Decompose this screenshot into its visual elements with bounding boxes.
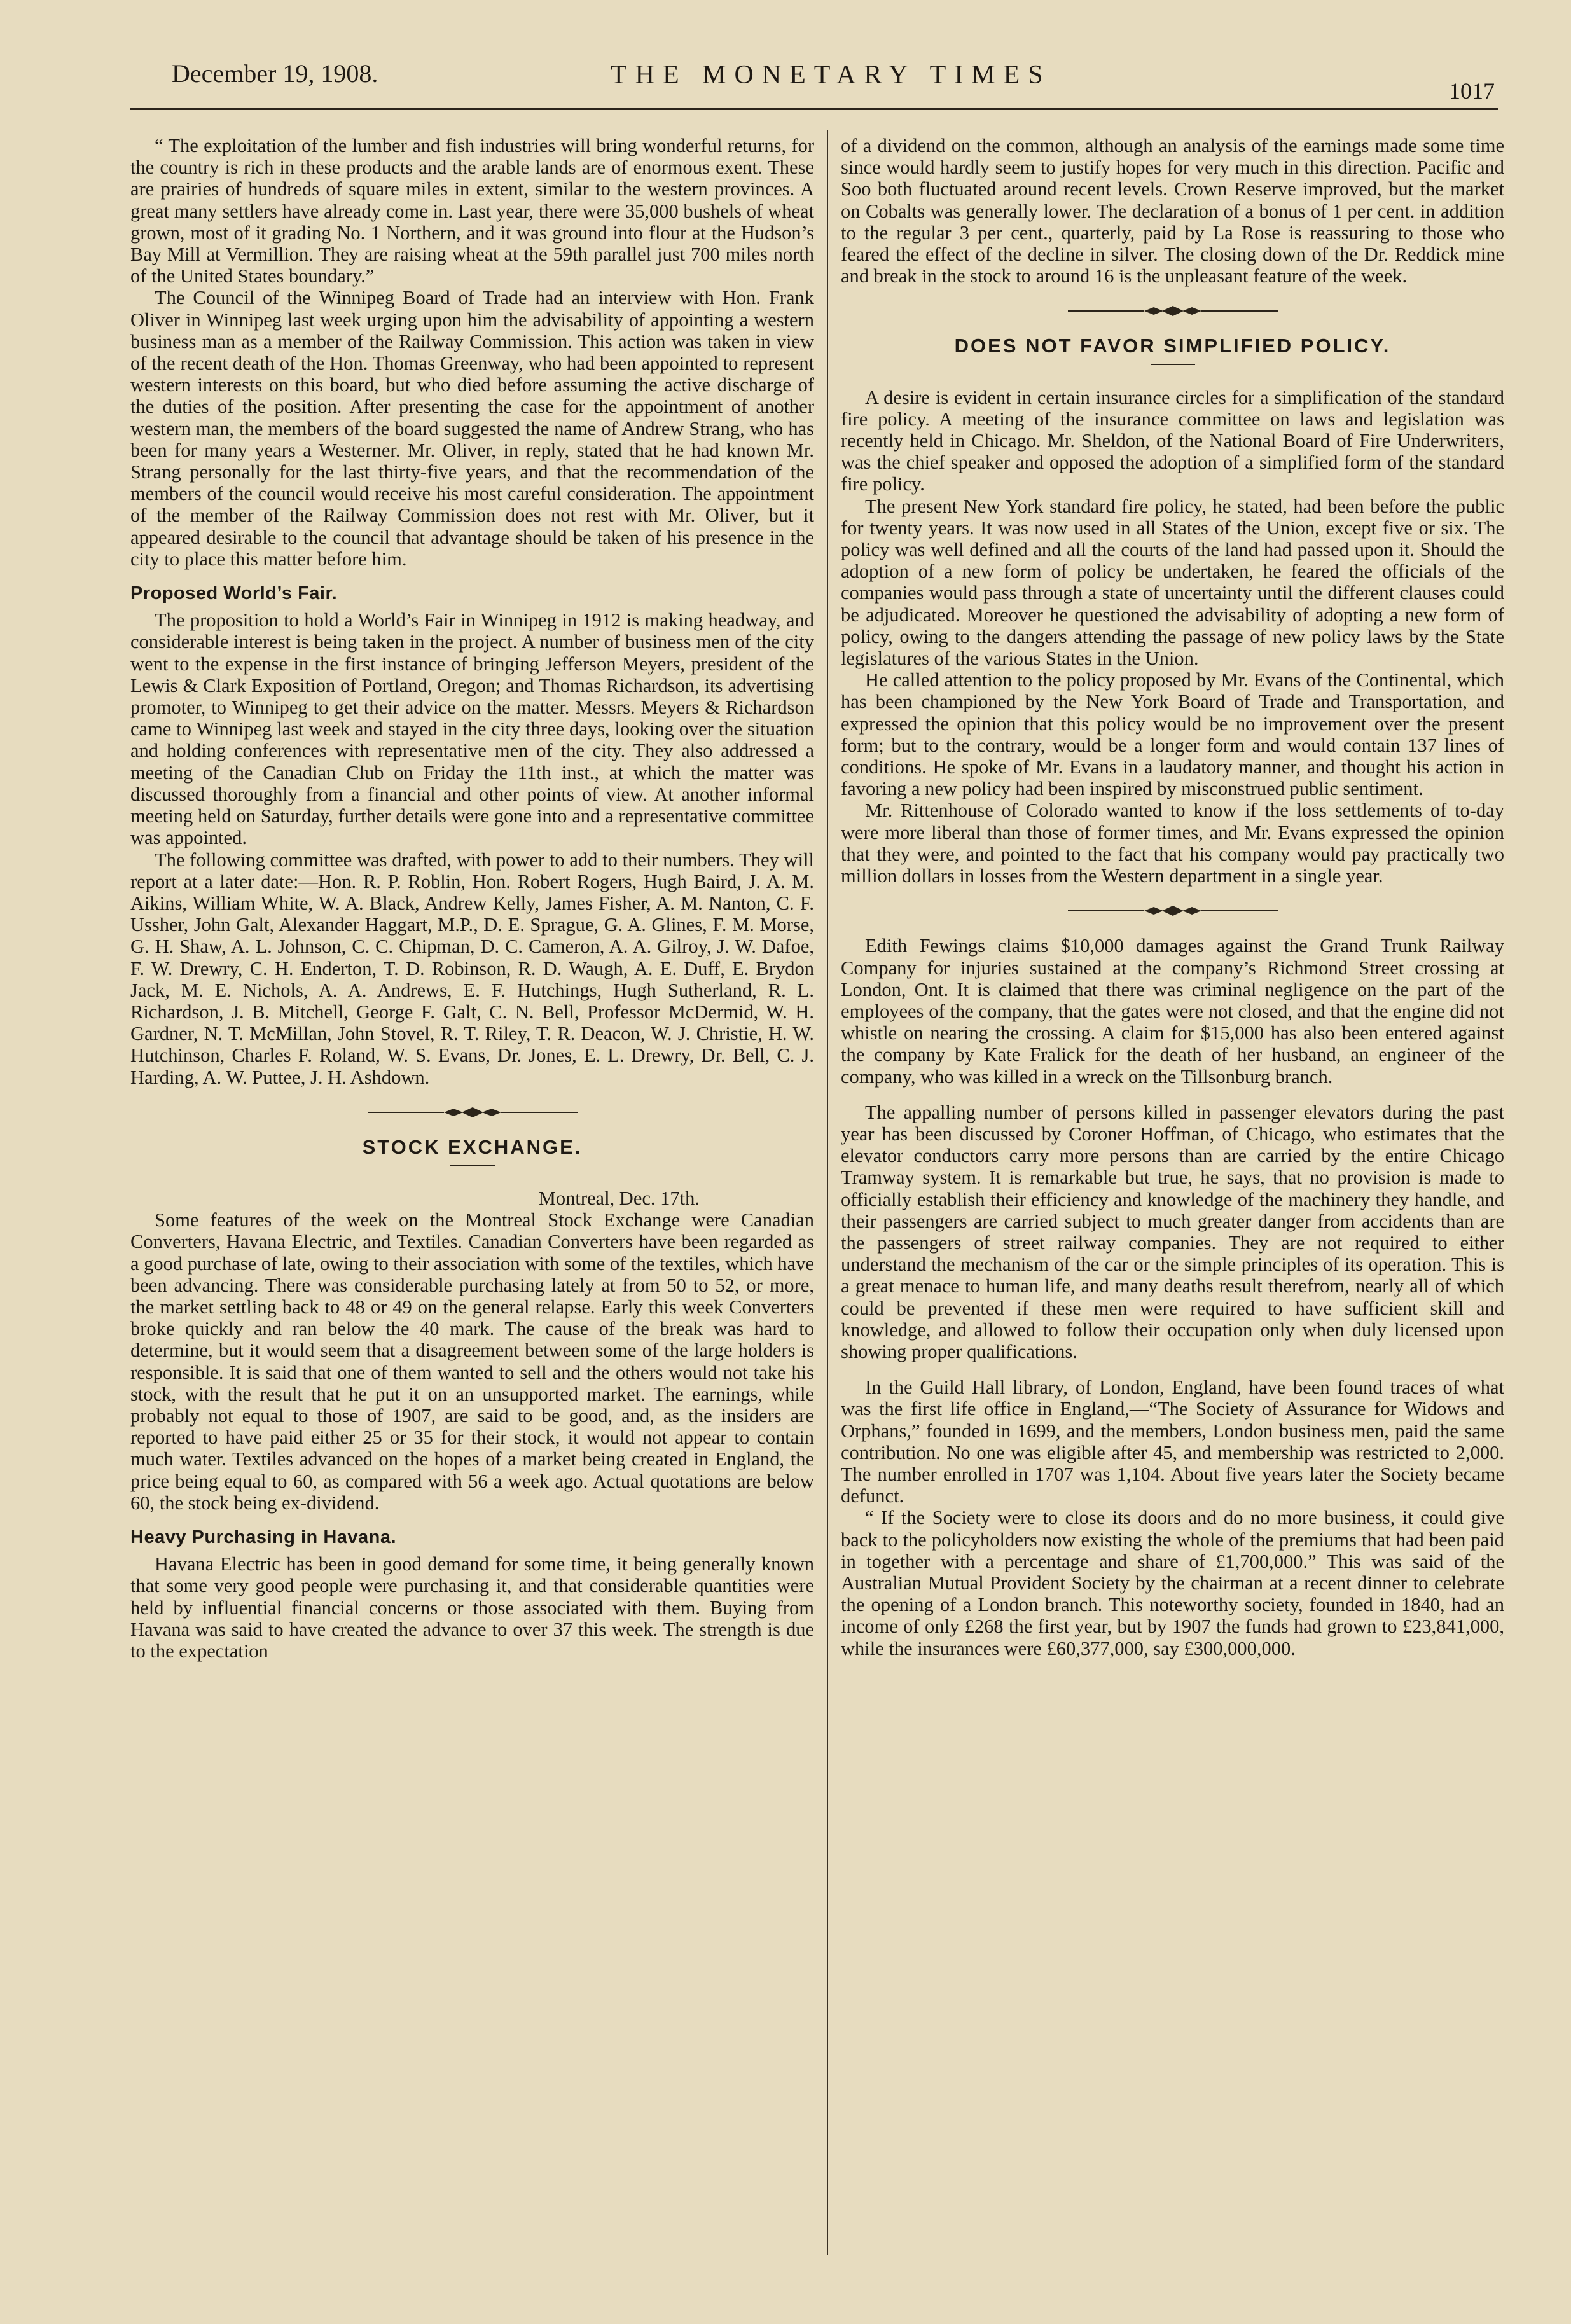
elevator-paragraph: The appalling number of persons killed in passenger elevators during the past year has been discussed by Coroner Hoffman, of Chicago, who estimates that the elevator conductors carry more persons than are carried by the entire Chicago Tramway system. It is remarkable but true, he says, that no provision is made to officially establish their efficiency and knowledge of the machinery they handle, and their passengers are carried subject to much greater danger from accidents than are the passengers of street railway companies. They are not required to either understand the mechanism of the car or the simple principles of its operation. This is a great menace to human life, and many deaths result therefrom, nearly all of which could be prevented if these men were required to have sufficient skill and knowledge, and allowed to follow their occupation only when duly licensed upon showing proper qualifications. <box>841 1101 1504 1362</box>
amp-society-paragraph: “ If the Society were to close its doors and do no more business, it could give back to the policyholders now existing the whole of the premiums that had been paid in together with a percentage and share of £1,700,000.” This was said of the Australian Mutual Provident Society by the chairman at a recent dinner to celebrate the opening of a London branch. This noteworthy society, founded in 1840, had an income of only £268 the first year, but by 1907 the funds had grown to £23,841,000, while the insurances were £60,377,000, say £300,000,000. <box>841 1507 1504 1659</box>
havana-subhead: Heavy Purchasing in Havana. <box>130 1526 397 1547</box>
railway-commission-paragraph: The Council of the Winnipeg Board of Trade had an interview with Hon. Frank Oliver in Winnipeg last week urging upon him the advisability of appointing a western business man as a member of the Railway Commission. This action was taken in view of the recent death of the Hon. Thomas Greenway, who had been appointed to represent western interests on this board, but who died before assuming the active discharge of the duties of the position. After presenting the case for the appointment of another western man, the members of the board suggested the name of Andrew Strang, who has been for many years a Westerner. Mr. Oliver, in reply, stated that he had known Mr. Strang personally for the last thirty-five years, and that the recommendation of the members of the council would receive his most careful consideration. The appointment of the member of the Railway Commission does not rest with Mr. Oliver, but it appeared desirable to the council that advantage should be taken of his presence in the city to place this matter before him. <box>130 287 814 570</box>
heading-rule <box>450 1165 495 1166</box>
policy-paragraph-4: Mr. Rittenhouse of Colorado wanted to know if the loss settlements of to-day were more liberal than those of former times, and Mr. Evans expressed the opinion that they were, and pointed to the fact that his company would pay practically two million dollars in losses from the Western department in a single year. <box>841 799 1504 887</box>
worlds-fair-subhead: Proposed World’s Fair. <box>130 583 338 604</box>
column-divider <box>827 130 828 2255</box>
stock-exchange-heading: STOCK EXCHANGE. <box>362 1135 583 1158</box>
committee-list-paragraph: The following committee was drafted, with power to add to their numbers. They will report at a later date:—Hon. R. P. Roblin, Hon. Robert Rogers, Hugh Baird, J. A. M. Aikins, William White, W. A. Black, Andrew Kelly, James Fisher, A. M. Nanton, C. F. Ussher, John Galt, Alexander Haggart, M.P., D. E. Sprague, G. A. Glines, F. M. Morse, G. H. Shaw, A. L. Johnson, C. C. Chipman, D. C. Cameron, A. A. Gilroy, J. W. Dafoe, F. W. Drewry, C. H. Enderton, T. D. Robinson, R. D. Waugh, A. E. Duff, E. Brydon Jack, M. E. Nichols, A. A. Andrews, E. F. Hutchings, Hugh Sutherland, R. L. Richardson, J. B. Mitchell, George F. Galt, C. N. Bell, Professor McDermid, W. H. Gardner, N. T. McMillan, John Stovel, R. T. Riley, T. R. Deacon, W. J. Christie, H. W. Hutchinson, Charles F. Roland, W. S. Evans, Dr. Jones, E. L. Drewry, Dr. Bell, C. J. Harding, A. W. Puttee, J. H. Ashdown. <box>130 848 814 1088</box>
header-rule <box>130 108 1498 110</box>
stock-exchange-paragraph: Some features of the week on the Montreal Stock Exchange were Canadian Converters, Havana Electric, and Textiles. Canadian Converters have been regarded as a good purchase of late, owing to their association with some of the textiles, which have been advancing. There was considerable purchasing lately at from 50 to 52, or more, the market settling back to 48 or 49 on the general relapse. Early this week Converters broke quickly and ran below the 40 mark. The cause of the break was hard to determine, but it would seem that a disagreement between some of the large holders is responsible. It is said that one of them wanted to sell and the others would not take his stock, with the result that he put it on an unsupported market. The earnings, while probably not equal to those of 1907, are said to be good, and, as the insiders are reported to have paid either 25 or 35 for their stock, it would not appear to contain much water. Textiles advanced on the hopes of a market being created in England, the price being equal to 60, as compared with 56 a week ago. Actual quotations are below 60, the stock being ex-dividend. <box>130 1209 814 1514</box>
section-ornament <box>1068 303 1278 319</box>
heading-rule <box>1151 364 1195 365</box>
policy-paragraph-3: He called attention to the policy proposed by Mr. Evans of the Continental, which has been championed by the New York Board of Trade and Transportation, and expressed the opinion that this policy would be no improvement over the present form; but to the contrary, would be a longer form and would contain 137 lines of conditions. He spoke of Mr. Evans in a laudatory manner, and thought his action in favoring a new policy had been inspired by misconstrued public sentiment. <box>841 669 1504 800</box>
left-column <box>130 135 814 1662</box>
right-column <box>841 135 1504 1659</box>
issue-date: December 19, 1908. <box>172 59 378 88</box>
publication-title: THE MONETARY TIMES <box>611 60 1051 90</box>
havana-paragraph: Havana Electric has been in good demand for some time, it being generally known that some very good people were purchasing it, and that considerable quantities were held by influential financial concerns or those associated with them. Buying from Havana was said to have created the advance to over 37 this week. The strength is due to the expectation <box>130 1553 814 1662</box>
section-ornament <box>368 1105 578 1120</box>
guild-hall-paragraph: In the Guild Hall library, of London, England, have been found traces of what was the first life office in England,—“The Society of Assurance for Widows and Orphans,” founded in 1699, and the members, London business men, paid the same contribution. No one was eligible after 45, and membership was restricted to 2,000. The number enrolled in 1707 was 1,104. About five years later the Society became defunct. <box>841 1376 1504 1507</box>
worlds-fair-paragraph: The proposition to hold a World’s Fair in Winnipeg in 1912 is making headway, and considerable interest is being taken in the project. A number of business men of the city went to the expense in the first instance of bringing Jefferson Meyers, president of the Lewis & Clark Exposition of Portland, Oregon; and Thomas Richardson, its advertising promoter, to Winnipeg to get their advice on the matter. Messrs. Meyers & Richardson came to Winnipeg last week and stayed in the city three days, looking over the situation and holding conferences with representative men of the city. They also addressed a meeting of the Canadian Club on Friday the 11th inst., at which the matter was discussed thoroughly from a financial and other points of view. At another informal meeting held on Saturday, further details were gone into and a representative committee was appointed. <box>130 609 814 849</box>
policy-paragraph-1: A desire is evident in certain insurance circles for a simplification of the standard fire policy. A meeting of the insurance committee on laws and legislation was recently held in Chicago. Mr. Sheldon, of the National Board of Fire Underwriters, was the chief speaker and opposed the adoption of a simplified form of the standard fire policy. <box>841 386 1504 495</box>
railway-damages-paragraph: Edith Fewings claims $10,000 damages against the Grand Trunk Railway Company for injuries sustained at the company’s Richmond Street crossing at London, Ont. It is claimed that there was criminal negligence on the part of the employees of the company, that the gates were not closed, and that the engine did not whistle on nearing the crossing. A claim for $15,000 has also been entered against the company by Kate Fralick for the death of her husband, an engineer of the company, who was killed in a wreck on the Tillsonburg branch. <box>841 935 1504 1088</box>
dateline: Montreal, Dec. 17th. <box>538 1187 700 1209</box>
page-number: 1017 <box>1449 78 1495 104</box>
policy-paragraph-2: The present New York standard fire policy, he stated, had been before the public for twenty years. It was now used in all States of the Union, except five or six. The policy was well defined and all the courts of the land had passed upon it. Should the adoption of a new form of policy be undertaken, he feared the officials of the companies would pass through a state of uncertainty until the different clauses could be adjudicated. Moreover he questioned the advisability of adopting a new form of policy, owing to the dangers attending the passage of new policy laws by the State legislatures of the various States in the Union. <box>841 495 1504 670</box>
section-ornament <box>1068 903 1278 918</box>
dividend-continuation-paragraph: of a dividend on the common, although an analysis of the earnings made some time since would hardly seem to justify hopes for very much in this direction. Pacific and Soo both fluctuated around recent levels. Crown Reserve improved, but the market on Cobalts was generally lower. The declaration of a bonus of 1 per cent. in addition to the regular 3 per cent., quarterly, paid by La Rose is reassuring to those who feared the effect of the decline in silver. The closing down of the Dr. Reddick mine and break in the stock to around 16 is the unpleasant feature of the week. <box>841 135 1504 287</box>
simplified-policy-heading: DOES NOT FAVOR SIMPLIFIED POLICY. <box>954 335 1391 357</box>
page-header <box>172 59 1495 103</box>
lumber-fish-quote-paragraph: “ The exploitation of the lumber and fish industries will bring wonderful returns, for the country is rich in these products and the arable lands are of enormous exent. These are prairies of hundreds of square miles in extent, similar to the western provinces. A great many settlers have already come in. Last year, there were 35,000 bushels of wheat grown, most of it grading No. 1 Northern, and it was ground into flour at the Hudson’s Bay Mill at Vermillion. They are raising wheat at the 59th parallel just 700 miles north of the United States boundary.” <box>130 135 814 287</box>
